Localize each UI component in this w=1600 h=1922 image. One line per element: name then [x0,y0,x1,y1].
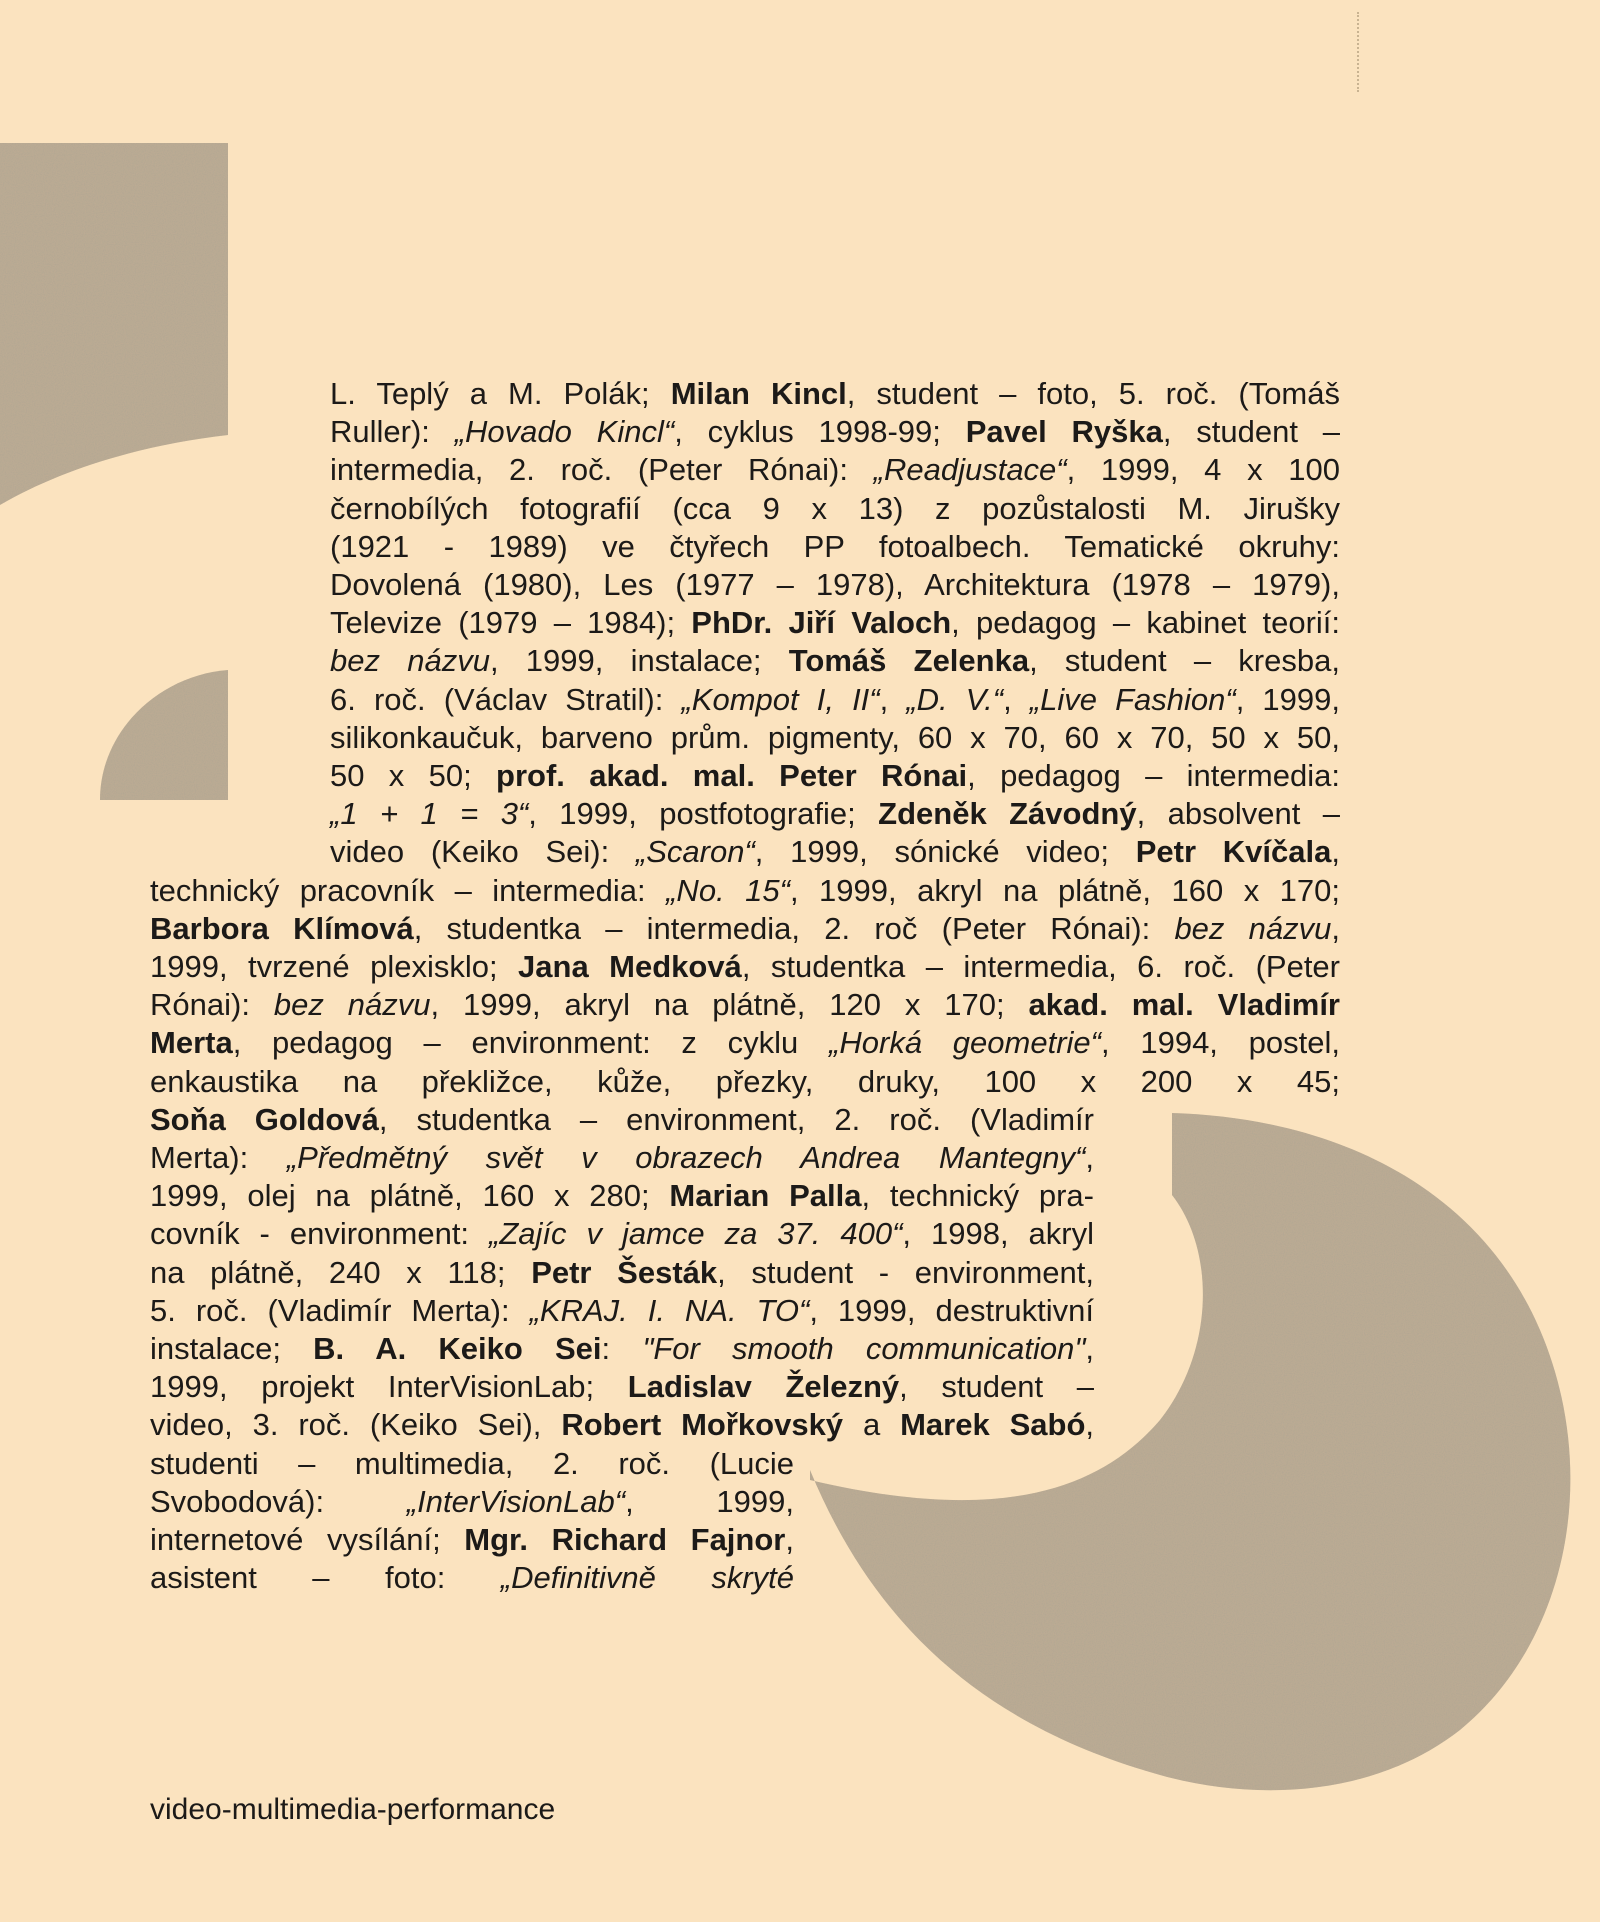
text-line: bez názvu, 1999, instalace; Tomáš Zelenka, student – kresba, [330,643,1340,679]
work-title: „Scaron“ [635,834,755,870]
text-line: covník - environment: „Zajíc v jamce za 37. 400“, 1998, akryl [150,1216,1094,1252]
corner-dotted-rule [1357,12,1362,92]
work-title: bez názvu [273,987,431,1023]
work-title: „D. V.“ [906,681,1004,717]
person-name: Robert Mořkovský [561,1407,844,1443]
work-title: „Definitivně skryté [500,1560,794,1596]
work-title: „KRAJ. I. NA. TO“ [529,1292,810,1328]
text-line: Merta, pedagog – environment: z cyklu „Horká geometrie“, 1994, postel, [150,1025,1340,1061]
person-name: akad. mal. Vladimír [1028,987,1340,1023]
person-name: Merta [150,1025,233,1061]
text-line: intermedia, 2. roč. (Peter Rónai): „Readjustace“, 1999, 4 x 100 [330,452,1340,488]
work-title: „Readjustace“ [873,452,1067,488]
text-line: silikonkaučuk, barveno prům. pigmenty, 60 x 70, 60 x 70, 50 x 50, [330,719,1340,755]
person-name: Petr Kvíčala [1135,834,1332,870]
person-name: Zdeněk Závodný [878,796,1137,832]
person-name: PhDr. Jiří Valoch [691,605,952,641]
text-line: Soňa Goldová, studentka – environment, 2. roč. (Vladimír [150,1101,1094,1137]
work-title: „Horká geometrie“ [829,1025,1101,1061]
person-name: Petr Šesták [531,1254,718,1290]
work-title: „InterVisionLab“ [406,1483,626,1519]
work-title: „Kompot I, II“ [681,681,880,717]
person-name: Marek Sabó [900,1407,1086,1443]
text-line: na plátně, 240 x 118; Petr Šesták, student - environment, [150,1254,1094,1290]
person-name: Pavel Ryška [965,414,1163,450]
text-line: 1999, projekt InterVisionLab; Ladislav Železný, student – [150,1369,1094,1405]
text-line: technický pracovník – intermedia: „No. 15“, 1999, akryl na plátně, 160 x 170; [150,872,1341,908]
person-name: B. A. Keiko Sei [313,1331,602,1367]
text-line: 5. roč. (Vladimír Merta): „KRAJ. I. NA. TO“, 1999, destruktivní [150,1292,1094,1328]
text-line: L. Teplý a M. Polák; Milan Kincl, student – foto, 5. roč. (Tomáš [330,376,1340,411]
text-line: video, 3. roč. (Keiko Sei), Robert Mořkovský a Marek Sabó, [150,1407,1095,1443]
person-name: Barbora Klímová [150,910,414,946]
text-line: studenti – multimedia, 2. roč. (Lucie [150,1445,794,1481]
person-name: Mgr. Richard Fajnor [464,1522,786,1558]
text-line: Rónai): bez názvu, 1999, akryl na plátně, 120 x 170; akad. mal. Vladimír [150,987,1340,1023]
person-name: Milan Kincl [670,376,847,411]
credits-paragraph [0,375,1600,1598]
work-title: „Live Fashion“ [1029,681,1236,717]
text-line: Barbora Klímová, studentka – intermedia, 2. roč (Peter Rónai): bez názvu, [150,910,1340,946]
person-name: Marian Palla [669,1178,862,1214]
work-title: „1 + 1 = 3“ [330,796,529,832]
text-line: instalace; B. A. Keiko Sei: "For smooth communication", [150,1331,1094,1367]
work-title: „Předmětný svět v obrazech Andrea Mantegny“ [286,1140,1086,1176]
person-name: prof. akad. mal. Peter Rónai [496,758,968,794]
text-line: (1921 - 1989) ve čtyřech PP fotoalbech. Tematické okruhy: [330,528,1340,564]
work-title: "For smooth communication" [642,1331,1086,1367]
work-title: bez názvu [1174,910,1332,946]
text-line: asistent – foto: „Definitivně skryté [150,1560,794,1596]
text-line: černobílých fotografií (cca 9 x 13) z pozůstalosti M. Jirušky [330,490,1340,526]
text-line: Dovolená (1980), Les (1977 – 1978), Architektura (1978 – 1979), [330,567,1340,603]
text-line: 1999, olej na plátně, 160 x 280; Marian Palla, technický pra- [150,1178,1094,1214]
text-line: enkaustika na překližce, kůže, přezky, druky, 100 x 200 x 45; [150,1063,1340,1099]
work-title: „No. 15“ [666,872,790,908]
text-line: „1 + 1 = 3“, 1999, postfotografie; Zdeněk Závodný, absolvent – [330,796,1340,832]
person-name: Tomáš Zelenka [788,643,1030,679]
person-name: Soňa Goldová [150,1101,379,1137]
text-line: Televize (1979 – 1984); PhDr. Jiří Valoch, pedagog – kabinet teorií: [330,605,1341,641]
text-line: Merta): „Předmětný svět v obrazech Andrea Mantegny“, [150,1140,1094,1176]
text-line: internetové vysílání; Mgr. Richard Fajnor, [150,1522,794,1558]
text-line: 6. roč. (Václav Stratil): „Kompot I, II“, „D. V.“, „Live Fashion“, 1999, [330,681,1340,717]
text-line: Ruller): „Hovado Kincl“, cyklus 1998-99; Pavel Ryška, student – [330,414,1340,450]
work-title: bez názvu [330,643,490,679]
text-line: video (Keiko Sei): „Scaron“, 1999, sónické video; Petr Kvíčala, [330,834,1340,870]
person-name: Jana Medková [518,949,742,985]
work-title: „Hovado Kincl“ [454,414,675,450]
section-footer: video-multimedia-performance [150,1793,556,1826]
work-title: „Zajíc v jamce za 37. 400“ [489,1216,903,1252]
person-name: Ladislav Železný [627,1369,900,1405]
text-line: Svobodová): „InterVisionLab“, 1999, [150,1483,794,1519]
text-line: 50 x 50; prof. akad. mal. Peter Rónai, pedagog – intermedia: [330,758,1340,794]
text-line: 1999, tvrzené plexisklo; Jana Medková, studentka – intermedia, 6. roč. (Peter [150,949,1341,985]
